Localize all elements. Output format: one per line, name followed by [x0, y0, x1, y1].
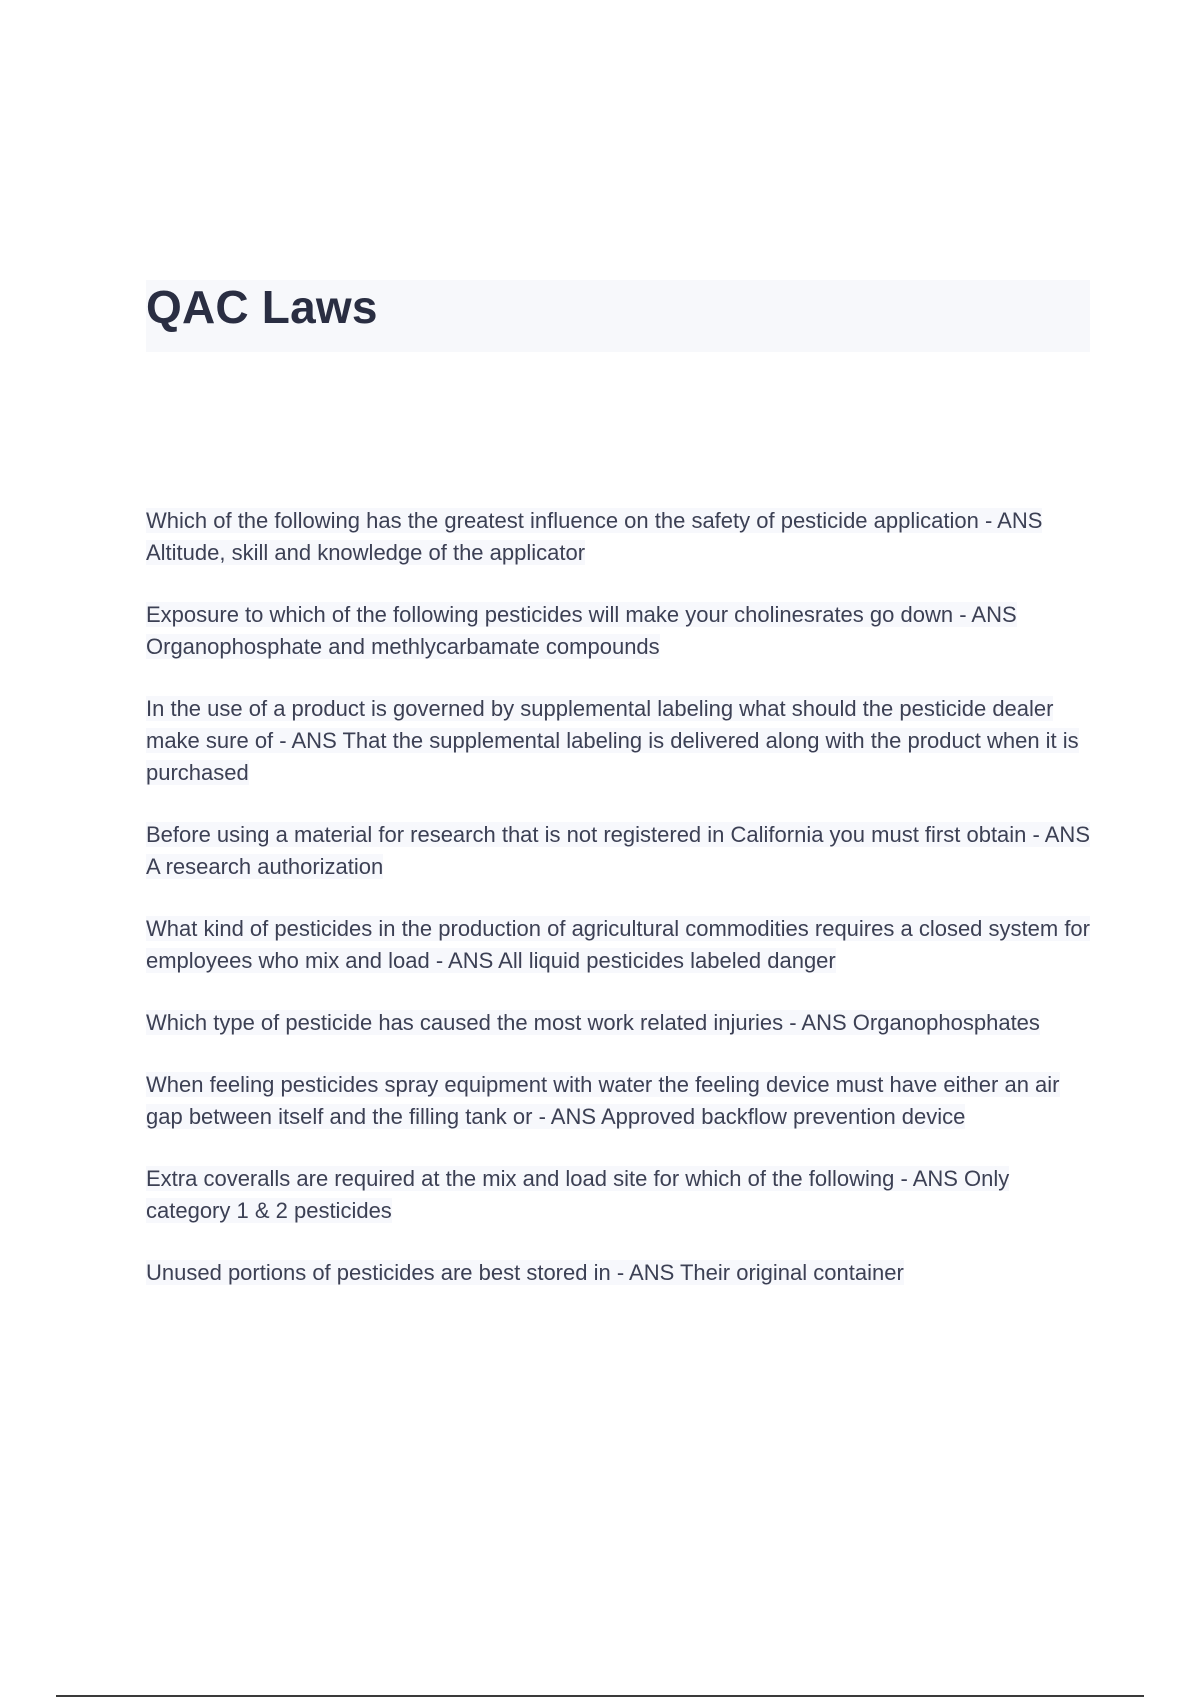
qa-item: When feeling pesticides spray equipment with water the feeling device must have either an air gap between itself and the filling tank or - ANS Approved backflow prevention device: [146, 1072, 1060, 1129]
question-answer-list: [146, 505, 1096, 1319]
qa-item: Extra coveralls are required at the mix and load site for which of the following - ANS Only category 1 & 2 pesticides: [146, 1166, 1010, 1223]
page-title: QAC Laws: [146, 281, 378, 333]
footer-divider: [56, 1695, 1144, 1697]
qa-item: Which type of pesticide has caused the most work related injuries - ANS Organophosphates: [146, 1010, 1040, 1035]
qa-item: What kind of pesticides in the production of agricultural commodities requires a closed system for employees who mix and load - ANS All liquid pesticides labeled danger: [146, 916, 1090, 973]
qa-item: Which of the following has the greatest influence on the safety of pesticide application - ANS Altitude, skill and knowledge of the applicator: [146, 508, 1043, 565]
qa-item: In the use of a product is governed by supplemental labeling what should the pesticide dealer make sure of - ANS That the supplemental labeling is delivered along with the product when it is purchased: [146, 696, 1079, 785]
qa-item: Before using a material for research that is not registered in California you must first obtain - ANS A research authorization: [146, 822, 1090, 879]
qa-item: Exposure to which of the following pesticides will make your cholinesrates go down - ANS Organophosphate and methlycarbamate compounds: [146, 602, 1017, 659]
qa-item: Unused portions of pesticides are best stored in - ANS Their original container: [146, 1260, 904, 1285]
